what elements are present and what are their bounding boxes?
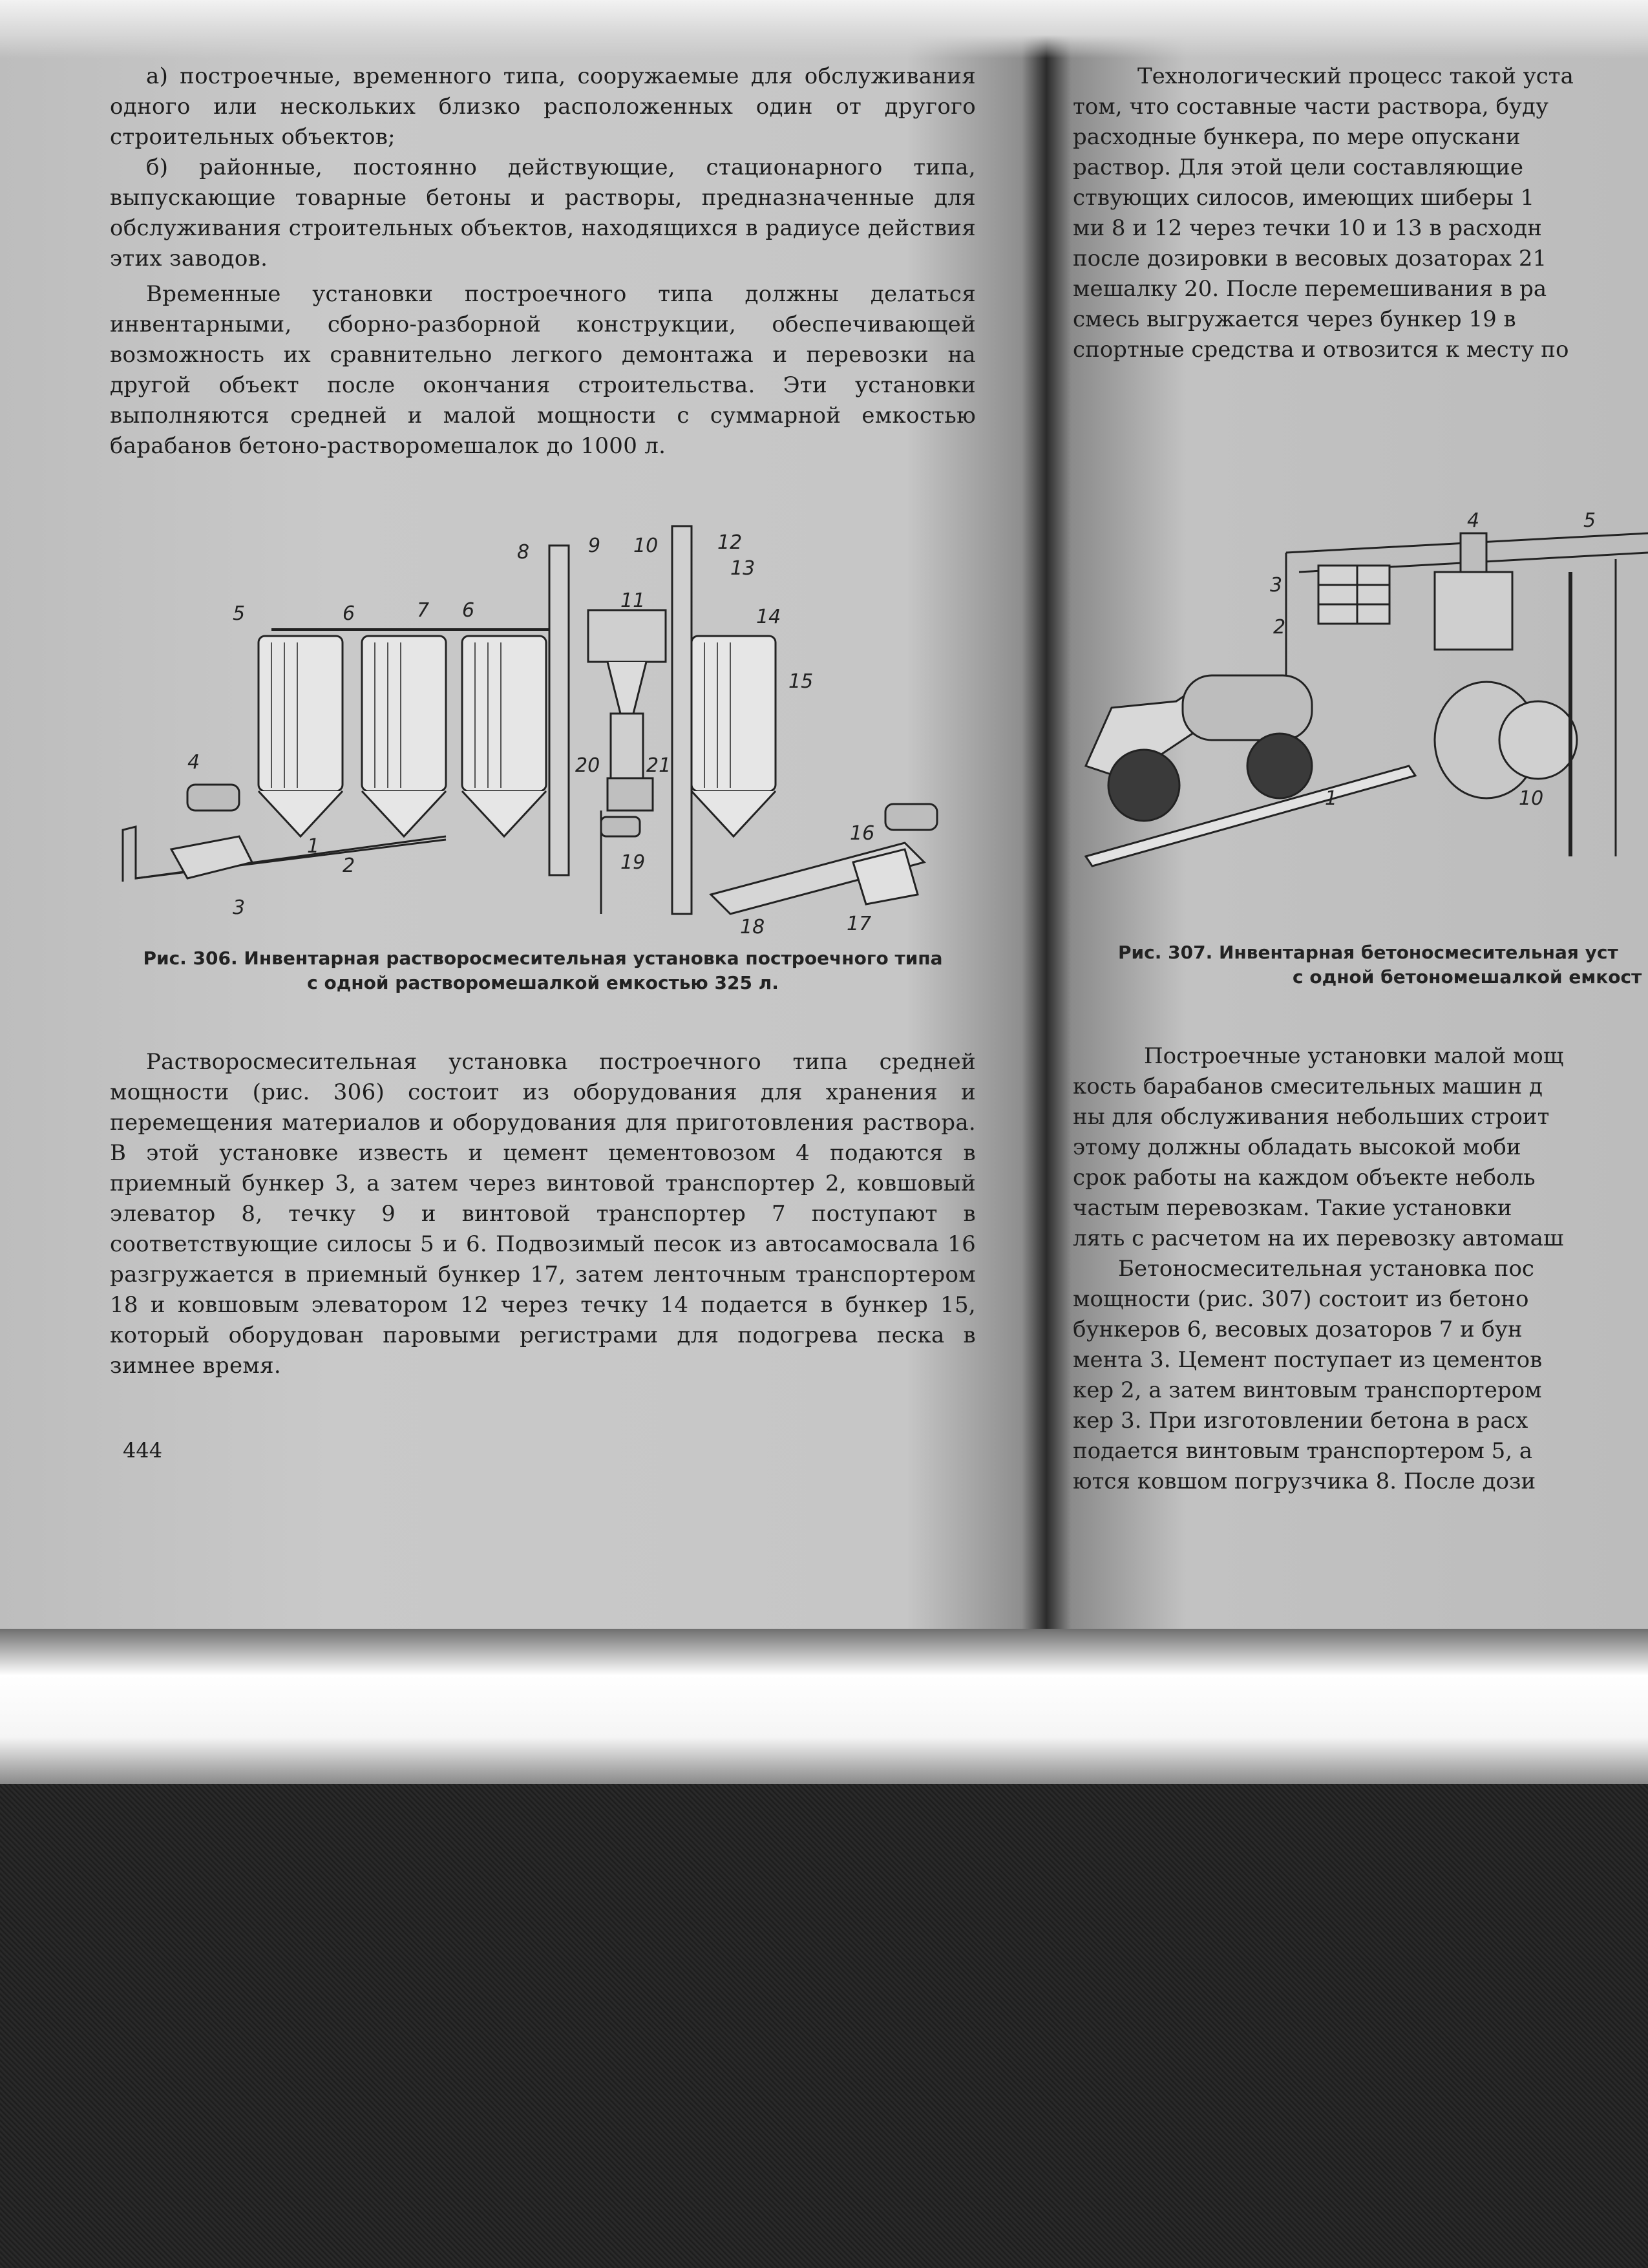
fig306-label-13: 13 [730,557,755,580]
right-line: смесь выгружается через бункер 19 в [1073,306,1516,332]
fig307-label-3: 3 [1270,574,1283,597]
figure-306 [110,500,976,953]
right-line: срок работы на каждом объекте неболь [1073,1165,1536,1191]
right-text-top [1073,61,1648,365]
fig307-label-5: 5 [1583,509,1596,532]
fig307-label-4: 4 [1467,509,1480,532]
fig306-label-2: 2 [343,854,355,877]
fig306-label-19: 19 [620,851,646,874]
right-line: мента 3. Цемент поступает из цементов [1073,1347,1543,1373]
right-line: после дозировки в весовых дозаторах 21 [1073,246,1547,271]
right-text-bottom [1073,1041,1648,1497]
right-line: расходные бункера, по мере опускани [1073,124,1521,150]
scanner-shadow [0,1629,1648,1784]
fig306-label-4: 4 [187,751,200,774]
right-line: кер 2, а затем винтовым транспортером [1073,1377,1542,1403]
fig307-label-1: 1 [1325,787,1338,810]
right-line: Построечные установки малой мощ [1144,1043,1564,1069]
figure-307-drawing [1073,404,1648,940]
fig306-label-21: 21 [646,754,671,777]
right-line: раствор. Для этой цели составляющие [1073,154,1524,180]
right-line: мешалку 20. После перемешивания в ра [1073,276,1547,302]
fig306-label-20: 20 [575,754,600,777]
fig306-label-14: 14 [756,606,781,628]
figure-307-caption-line2: с одной бетономешалкой емкост [1293,966,1642,988]
right-line: кер 3. При изготовлении бетона в расх [1073,1408,1528,1434]
figure-306-caption [110,946,976,995]
fig306-label-8: 8 [517,541,530,564]
right-page [1073,61,1648,1613]
right-line: этому должны обладать высокой моби [1073,1134,1521,1160]
right-line: Технологический процесс такой уста [1137,63,1574,89]
fig306-label-18: 18 [740,916,765,938]
fig306-label-15: 15 [788,670,814,693]
figure-307 [1073,404,1648,940]
fig306-label-5: 5 [233,602,246,625]
right-line: том, что составные части раствора, буду [1073,94,1548,120]
paragraph-d: Растворосмесительная установка построечного типа средней мощности (рис. 306) состоит из оборудования для хранения и перемещения материалов и оборудования для приготовления раствора. В этой установке известь и цемент цементовозом 4 подаются в приемный бункер 3, а затем через винтовой транспортер 2, ковшовый элеватор 8, течку 9 и винтовой транспортер 7 поступают в соответствующие силосы 5 и 6. Подвозимый песок из автосамосвала 16 разгружается в приемный бункер 17, затем ленточным транспортером 18 и ковшовым элеватором 12 через течку 14 подается в бункер 15, который оборудован паровыми регистрами для подогрева песка в зимнее время. [110,1049,976,1379]
paragraph-c: Временные установки построечного типа должны делаться инвентарными, сборно-разборной конструкции, обеспечивающей возможность их сравнительно легкого демонтажа и перевозки на другой объект после окончания строительства. Эти установки выполняются средней и малой мощности с суммарной емкостью барабанов бетоно-растворомешалок до 1000 л. [110,281,976,459]
fig307-label-10: 10 [1519,787,1544,810]
figure-306-caption-line1: Рис. 306. Инвентарная растворосмесительная установка построечного типа [143,948,943,969]
paragraph-a: а) построечные, временного типа, сооружаемые для обслуживания одного или нескольких близко расположенных один от другого строительных объектов; [110,63,976,150]
right-line: спортные средства и отвозится к месту по [1073,337,1569,363]
right-line: мощности (рис. 307) состоит из бетоно [1073,1286,1529,1312]
right-line: ются ковшом погрузчика 8. После дози [1073,1468,1536,1494]
figure-306-drawing [110,500,976,953]
right-line: ствующих силосов, имеющих шиберы 1 [1073,185,1535,211]
right-line: ми 8 и 12 через течки 10 и 13 в расходн [1073,215,1542,241]
fig306-label-1: 1 [307,835,320,858]
right-line: подается винтовым транспортером 5, а [1073,1438,1533,1464]
fig307-label-2: 2 [1273,616,1286,639]
right-line: бункеров 6, весовых дозаторов 7 и бун [1073,1317,1523,1342]
fig306-label-3: 3 [233,896,246,919]
left-page [110,61,976,1463]
fig306-label-17: 17 [847,913,872,935]
book-cover [0,1784,1648,2268]
fig306-label-6b: 6 [462,599,475,622]
page-number: 444 [123,1438,163,1463]
figure-306-caption-line2: с одной растворомешалкой емкостью 325 л. [307,972,779,993]
figure-307-caption [1073,940,1648,990]
torn-page-edge [0,0,1648,58]
right-line: Бетоносмесительная установка пос [1118,1256,1534,1282]
paragraph-b: б) районные, постоянно действующие, стационарного типа, выпускающие товарные бетоны и растворы, предназначенные для обслуживания строительных объектов, находящихся в радиусе действия этих заводов. [110,154,976,271]
right-line: лять с расчетом на их перевозку автомаш [1073,1225,1564,1251]
right-line: ны для обслуживания небольших строит [1073,1104,1550,1130]
fig306-label-7: 7 [417,599,430,622]
right-line: частым перевозкам. Такие установки [1073,1195,1512,1221]
fig306-label-12: 12 [717,531,743,554]
fig306-label-6a: 6 [343,602,355,625]
fig306-label-16: 16 [850,822,875,845]
right-line: кость барабанов смесительных машин д [1073,1074,1543,1099]
fig306-label-10: 10 [633,535,659,557]
fig306-label-9: 9 [588,535,601,557]
figure-307-caption-line1: Рис. 307. Инвентарная бетоносмесительная уст [1118,942,1618,963]
fig306-label-11: 11 [620,589,646,612]
